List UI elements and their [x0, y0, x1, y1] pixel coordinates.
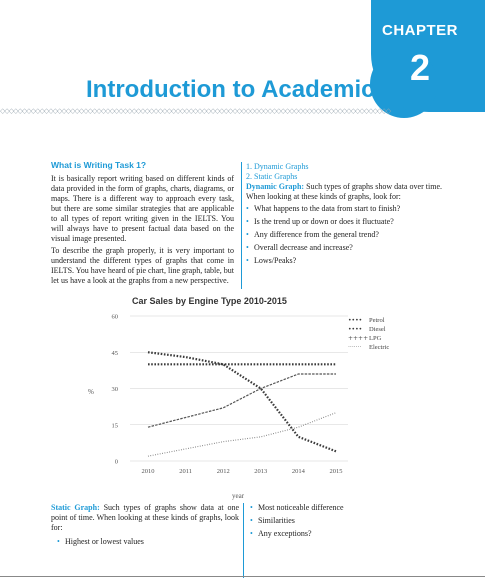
divider-dot — [398, 107, 406, 115]
x-axis-label: year — [232, 492, 245, 500]
list-item: • Is the trend up or down or does it fluctuate? — [246, 217, 442, 227]
legend-marker: ······· — [348, 344, 362, 351]
chart-title: Car Sales by Engine Type 2010-2015 — [132, 296, 287, 306]
static-bullet-list-right — [250, 503, 440, 539]
section-heading: What is Writing Task 1? — [51, 160, 147, 170]
list-item: • Most noticeable difference — [250, 503, 440, 513]
y-tick-label: 0 — [114, 458, 118, 466]
legend-label: Petrol — [369, 317, 385, 324]
graph-types-paragraph: To describe the graph properly, it is very important to understand the different types of graphs that come in IELTS. You have heard of pie chart, line graph, table, but let us have a look at the graphs from a new perspective. — [51, 246, 234, 285]
chart-legend — [348, 317, 389, 351]
title-divider: ◇◇◇◇◇◇◇◇◇◇◇◇◇◇◇◇◇◇◇◇◇◇◇◇◇◇◇◇◇◇◇◇◇◇◇◇◇◇◇◇◇◇◇◇◇◇◇◇◇◇◇◇◇◇◇◇◇◇◇◇◇◇◇◇◇◇◇◇◇◇◇◇◇◇◇◇◇◇◇◇◇◇◇◇◇◇◇◇◇ — [0, 108, 391, 114]
dynamic-graph-label: Dynamic Graph: — [246, 182, 305, 191]
x-tick-label: 2012 — [216, 468, 230, 475]
series-line-lpg — [148, 374, 336, 427]
static-graph-description: Such types of graphs show data at one point of time. When looking at these kinds of graphs, look for: — [51, 503, 240, 532]
list-item: • Lows/Peaks? — [246, 256, 442, 266]
x-tick-label: 2013 — [254, 468, 268, 475]
y-axis-label: % — [88, 388, 94, 396]
legend-marker: ++++ — [348, 335, 369, 342]
column-divider — [241, 162, 242, 289]
static-graph-section-right — [250, 503, 440, 542]
list-item: • Similarities — [250, 516, 440, 526]
static-graph-label: Static Graph: — [51, 503, 100, 512]
left-column — [51, 160, 234, 288]
y-tick-label: 30 — [111, 386, 118, 393]
list-item: • What happens to the data from start to finish? — [246, 204, 442, 214]
dynamic-bullet-list — [246, 204, 442, 266]
legend-label: Electric — [369, 344, 390, 351]
x-tick-label: 2011 — [179, 468, 192, 475]
x-axis-ticks — [142, 468, 343, 475]
chart-series — [148, 352, 336, 456]
chart-grid — [130, 316, 348, 461]
x-tick-label: 2015 — [329, 468, 343, 475]
intro-paragraph: It is basically report writing based on different kinds of data provided in the form of graphs, charts, diagrams, or maps. There is a different way to approach every task, but there are some similar strategies that are applicable to all types of report writing given in the IELTS. You will always have to present factual data based on the visual image presented. — [51, 174, 234, 243]
list-item-dynamic: 1. Dynamic Graphs — [246, 162, 309, 171]
y-tick-label: 45 — [111, 349, 118, 357]
list-item: • Any difference from the general trend? — [246, 230, 442, 240]
dynamic-graph-text — [246, 182, 442, 202]
legend-label: LPG — [369, 335, 382, 342]
y-tick-label: 15 — [111, 422, 118, 430]
list-item: • Any exceptions? — [250, 529, 440, 539]
y-tick-label: 60 — [111, 313, 118, 321]
chapter-label: CHAPTER — [381, 22, 458, 39]
list-item: • Highest or lowest values — [57, 537, 239, 547]
series-line-petrol — [148, 352, 336, 451]
chapter-number: 2 — [409, 47, 431, 88]
legend-label: Diesel — [369, 326, 386, 333]
x-tick-label: 2010 — [141, 468, 155, 475]
line-chart — [80, 306, 400, 502]
series-line-electric — [148, 413, 336, 457]
legend-marker: •••• — [348, 326, 363, 333]
page-bottom-rule — [0, 576, 485, 577]
static-bullet-list-left — [51, 537, 239, 547]
dynamic-graph-description: Such types of graphs show data over time. When looking at these kinds of graphs, look for: — [246, 182, 443, 201]
static-graph-text — [51, 503, 239, 533]
legend-marker: •••• — [348, 317, 363, 324]
y-axis-ticks — [112, 314, 119, 466]
right-column — [246, 162, 442, 269]
list-item-static: 2. Static Graphs — [246, 172, 298, 181]
page-title: Introduction to Academic — [86, 76, 375, 103]
static-graph-section — [51, 503, 239, 550]
x-tick-label: 2014 — [291, 468, 305, 475]
bottom-column-divider — [243, 503, 244, 578]
list-item: • Overall decrease and increase? — [246, 243, 442, 253]
